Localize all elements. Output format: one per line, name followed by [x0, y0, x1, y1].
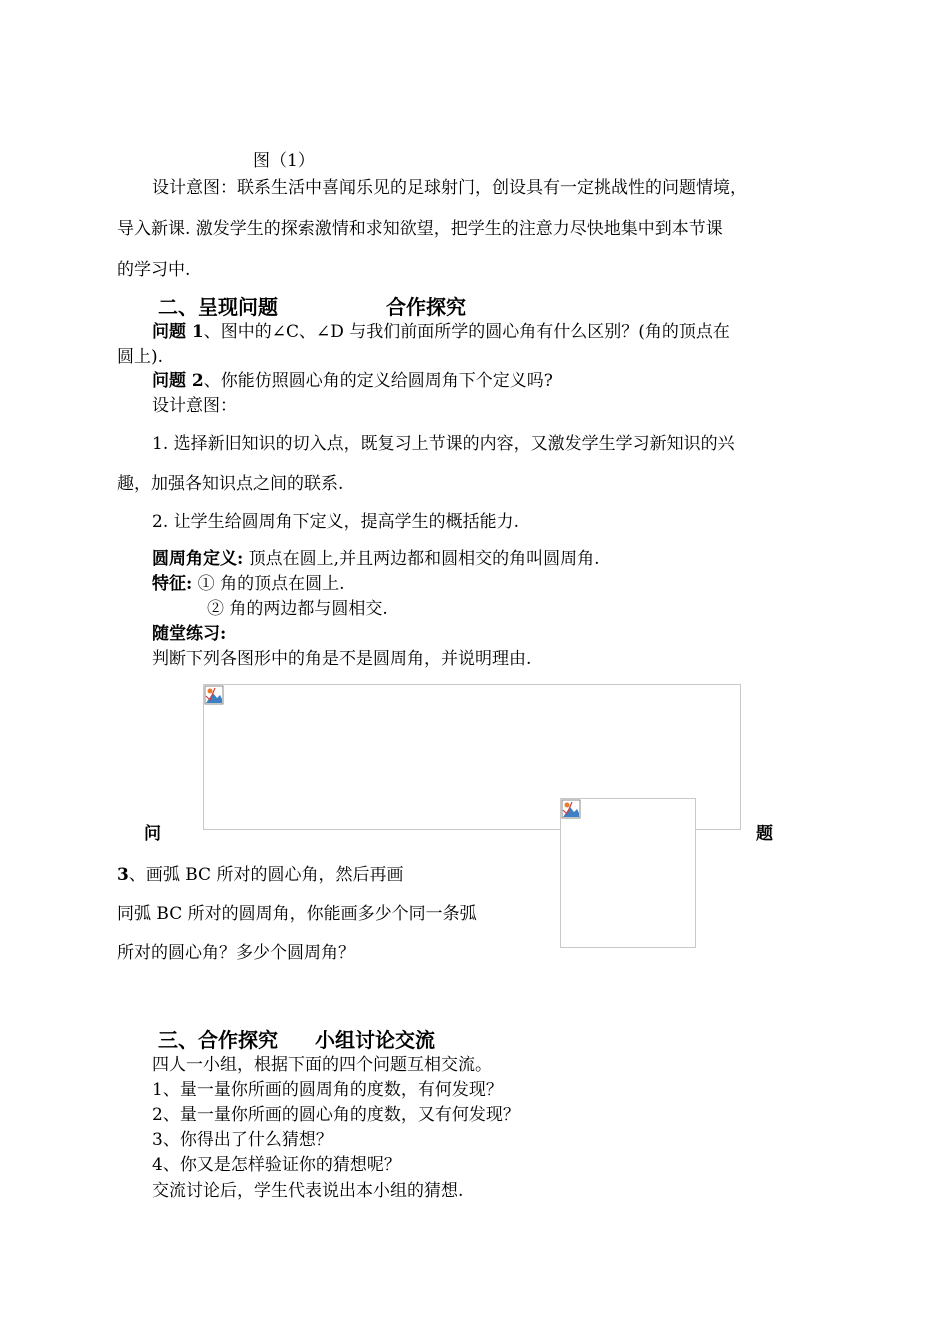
- feature-item-2: ② 角的两边都与圆相交.: [207, 599, 388, 619]
- question-3-num: 3: [117, 865, 129, 885]
- section3-heading-b: 小组讨论交流: [315, 1028, 435, 1052]
- intent2-p1-line1: 1. 选择新旧知识的切入点，既复习上节课的内容，又激发学生学习新知识的兴: [152, 434, 735, 454]
- feature-label: 特征:: [152, 574, 193, 594]
- figure-caption: 图（1）: [253, 151, 315, 171]
- definition-text: 顶点在圆上,并且两边都和圆相交的角叫圆周角.: [243, 549, 600, 569]
- question-3-line-3: 所对的圆心角？多少个圆周角？: [117, 943, 355, 963]
- question-1-label: 问题 1: [152, 322, 204, 342]
- intent-line-2: 导入新课. 激发学生的探索激情和求知欲望，把学生的注意力尽快地集中到本节课: [117, 219, 723, 239]
- practice-text: 判断下列各图形中的角是不是圆周角，并说明理由.: [152, 649, 532, 669]
- feature-item-1: ① 角的顶点在圆上.: [192, 574, 345, 594]
- question-3-right-char: 题: [756, 824, 773, 844]
- group-item-1: 1、量一量你所画的圆周角的度数，有何发现？: [152, 1080, 503, 1100]
- question-1: [152, 321, 730, 343]
- question-2: [152, 370, 553, 392]
- broken-image-icon: [561, 799, 581, 819]
- intent2-title: 设计意图：: [152, 396, 237, 416]
- question-2-text: 、你能仿照圆心角的定义给圆周角下个定义吗?: [203, 371, 553, 391]
- question-2-label: 问题 2: [152, 371, 204, 391]
- intent2-p1-line2: 趣，加强各知识点之间的联系.: [117, 474, 344, 494]
- intent2-p2: 2. 让学生给圆周角下定义，提高学生的概括能力.: [152, 512, 520, 532]
- question-3-line-1: [117, 864, 403, 886]
- question-3-left-char: 问: [144, 824, 161, 844]
- group-item-3: 3、你得出了什么猜想？: [152, 1130, 333, 1150]
- intent-line-3: 的学习中.: [117, 260, 191, 280]
- arc-figure-image: [560, 798, 696, 948]
- section2-heading-b: 合作探究: [386, 295, 466, 319]
- practice-label-text: 随堂练习:: [152, 624, 227, 644]
- section2-heading-a: 二、呈现问题: [158, 295, 278, 319]
- group-item-2: 2、量一量你所画的圆心角的度数，又有何发现？: [152, 1105, 520, 1125]
- group-intro: 四人一小组，根据下面的四个问题互相交流。: [152, 1055, 492, 1075]
- group-item-4: 4、你又是怎样验证你的猜想呢？: [152, 1155, 401, 1175]
- definition-label: 圆周角定义:: [152, 549, 244, 569]
- group-outro: 交流讨论后，学生代表说出本小组的猜想.: [152, 1181, 464, 1201]
- definition: [152, 548, 600, 570]
- feature-1: [152, 573, 345, 595]
- question-3-line-2: 同弧 BC 所对的圆周角，你能画多少个同一条弧: [117, 904, 477, 924]
- practice-label: [152, 623, 226, 645]
- question-1-cont: 圆上).: [117, 347, 164, 367]
- question-3-text: 、画弧 BC 所对的圆心角，然后再画: [128, 865, 404, 885]
- intent-line-1: 设计意图：联系生活中喜闻乐见的足球射门，创设具有一定挑战性的问题情境，: [152, 178, 747, 198]
- question-1-text: 、图中的∠C、∠D 与我们前面所学的圆心角有什么区别？(角的顶点在: [203, 322, 730, 342]
- section3-heading-a: 三、合作探究: [158, 1028, 278, 1052]
- broken-image-icon: [204, 685, 224, 705]
